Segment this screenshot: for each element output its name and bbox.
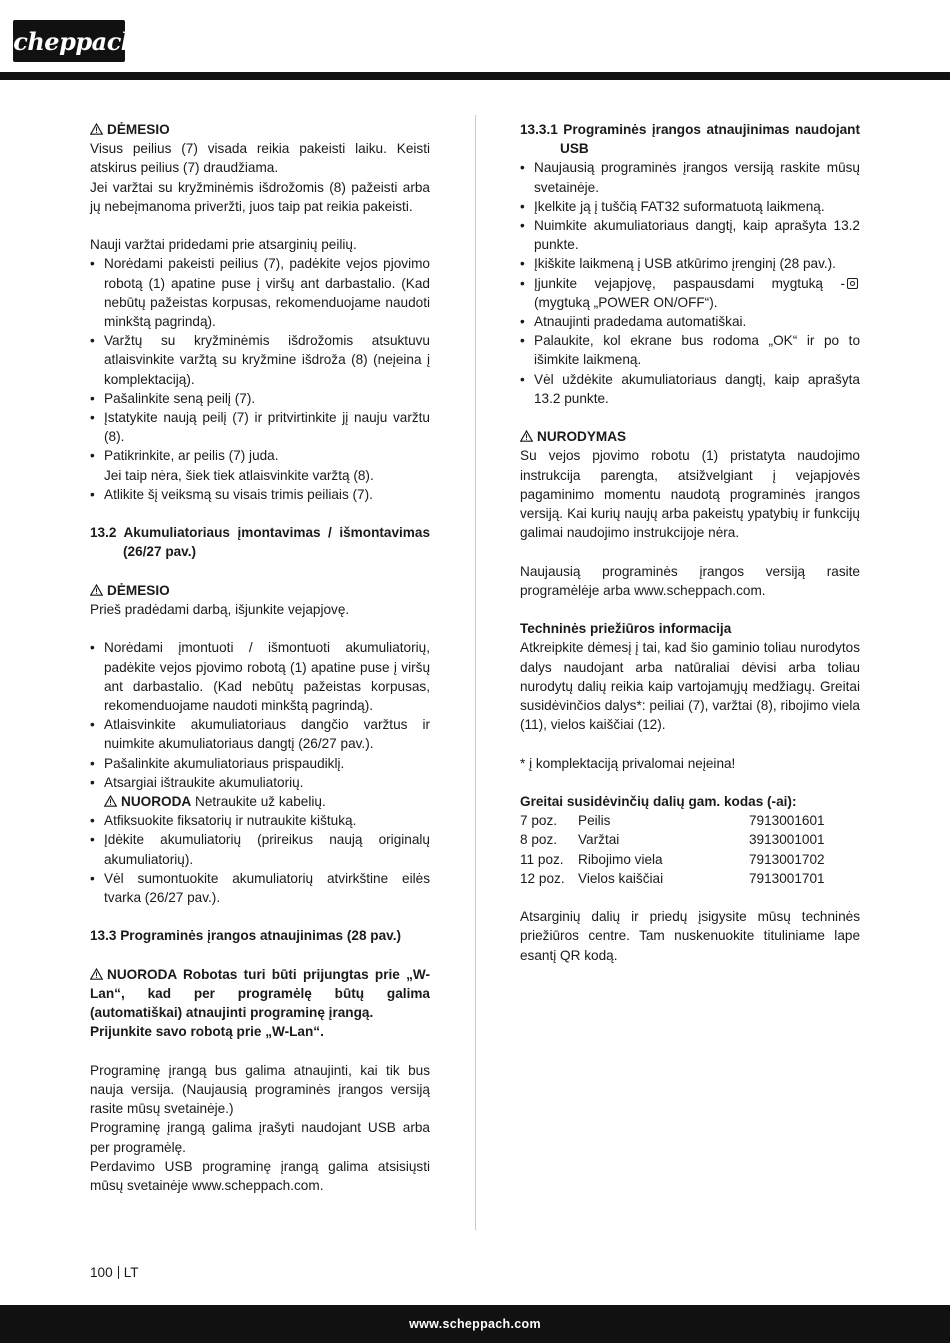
left-column bbox=[90, 120, 430, 1195]
warning-icon bbox=[520, 430, 533, 442]
warning-text: Prieš pradėdami darbą, išjunkite vejapjovę. bbox=[90, 602, 350, 618]
list-item: • Atsargiai ištraukite akumuliatorių. NUORODA Netraukite už kabelių. bbox=[90, 773, 430, 811]
list-item: • Įstatykite naują peilį (7) ir pritvirtinkite jį nauju varžtu (8). bbox=[90, 410, 430, 445]
list-item: • Palaukite, kol ekrane bus rodoma „OK“ ir po to išimkite laikmeną. bbox=[520, 333, 860, 368]
warning-icon bbox=[90, 123, 103, 135]
header-rule bbox=[0, 72, 950, 80]
list-item: • Patikrinkite, ar peilis (7) juda. Jei taip nėra, šiek tiek atlaisvinkite varžtą (8). bbox=[90, 448, 374, 483]
warning-icon bbox=[104, 795, 117, 807]
power-button-icon bbox=[847, 278, 858, 289]
page-number: 100 LT bbox=[90, 1265, 139, 1280]
warning-text: Visus peilius (7) visada reikia pakeisti laiku. Keisti atskirus peilius (7) draudžiama. bbox=[90, 141, 430, 176]
warning-heading: DĖMESIO bbox=[90, 120, 430, 139]
inline-note: NUORODA Netraukite už kabelių. bbox=[104, 792, 430, 811]
warning-icon bbox=[90, 584, 103, 596]
warning-text: Jei varžtai su kryžminėmis išdrožomis (8) pažeisti arba jų nebeįmanoma priveržti, juos taip pat reikia pakeisti. bbox=[90, 179, 430, 214]
list-item: • Įkelkite ją į tuščią FAT32 suformatuotą laikmeną. bbox=[520, 198, 825, 214]
list-item: • Vėl sumontuokite akumuliatorių atvirkštine eilės tvarka (26/27 pav.). bbox=[90, 870, 430, 906]
list-item: • Įkiškite laikmeną į USB atkūrimo įrenginį (28 pav.). bbox=[520, 256, 836, 272]
warning-heading: DĖMESIO bbox=[90, 581, 430, 600]
body-text: Naujausią programinės įrangos versiją rasite programėlėje arba www.scheppach.com. bbox=[520, 563, 860, 598]
list-item: • Įdėkite akumuliatorių (prireikus naują originalų akumuliatorių). bbox=[90, 832, 430, 867]
note-text: Su vejos pjovimo robotu (1) pristatyta naudojimo instrukcija parengta, atsižvelgiant į vejapjovės pagaminimo momentu naudotą programinės įrangos versiją. Kai kurių naujų arba pakeistų ypatybių ir funkcijų galimai naudojimo instrukcijoje nėra. bbox=[520, 448, 860, 541]
section-heading-13-3-1: 13.3.1 Programinės įrangos atnaujinimas naudojant USB bbox=[520, 122, 860, 157]
service-text: Atkreipkite dėmesį į tai, kad šio gaminio toliau nurodytos dalys naudojant arba natūraliai dėvisi arba toliau nurodytų dalių reikia kaip vartojamųjų medžiagų. Greitai susidėvinčios dalys*: peiliai (7), varžtai (8), ribojimo viela (11), vielos kaiščiai (12). bbox=[520, 640, 860, 733]
list-item: • Atlikite šį veiksmą su visais trimis peiliais (7). bbox=[90, 486, 373, 502]
list-item: • Pašalinkite seną peilį (7). bbox=[90, 390, 256, 406]
warning-icon bbox=[90, 968, 103, 980]
list-item: • Nuimkite akumuliatoriaus dangtį, kaip aprašyta 13.2 punkte. bbox=[520, 218, 860, 253]
intro-text: Nauji varžtai pridedami prie atsarginių peilių. bbox=[90, 237, 357, 253]
list-item: • Naujausią programinės įrangos versiją raskite mūsų svetainėje. bbox=[520, 160, 860, 195]
table-row: 7 poz. Peilis 7913001601 bbox=[520, 813, 825, 829]
parts-table bbox=[520, 811, 825, 888]
scheppach-logo: scheppach bbox=[13, 20, 125, 62]
note-heading: NURODYMAS bbox=[520, 427, 860, 446]
column-divider bbox=[475, 115, 476, 1230]
list-item: • Atfiksuokite fiksatorių ir nutraukite kištuką. bbox=[90, 813, 357, 829]
footnote: * į komplektaciją privalomai neįeina! bbox=[520, 755, 736, 771]
list-item: • Įjunkite vejapjovę, paspausdami mygtuką - (mygtuką „POWER ON/OFF“). bbox=[520, 274, 860, 312]
section-heading-13-2: 13.2 Akumuliatoriaus įmontavimas / išmontavimas (26/27 pav.) bbox=[90, 525, 430, 560]
body-text: Atsarginių dalių ir priedų įsigysite mūsų techninės priežiūros centre. Tam nuskenuokite tituliniame lape esantį QR kodą. bbox=[520, 909, 860, 963]
list-item: • Atnaujinti pradedama automatiškai. bbox=[520, 314, 747, 330]
table-row: 11 poz. Ribojimo viela 7913001702 bbox=[520, 851, 825, 867]
table-row: 12 poz. Vielos kaiščiai 7913001701 bbox=[520, 870, 825, 886]
right-column bbox=[520, 120, 860, 965]
note-text: Prijunkite savo robotą prie „W-Lan“. bbox=[90, 1024, 324, 1040]
list-item: • Norėdami pakeisti peilius (7), padėkite vejos pjovimo robotą (1) apatine puse į viršų ant darbastalio. (Kad nebūtų pažeistas korpusas, rekomenduojame naudoti minkštą pagrindą). bbox=[90, 256, 430, 330]
table-row: 8 poz. Varžtai 3913001001 bbox=[520, 832, 825, 848]
note-heading: NUORODA Robotas turi būti prijungtas prie „W-Lan“, kad per programėlę būtų galima (automatiškai) atnaujinti programinę įrangą. bbox=[90, 966, 430, 1021]
body-text: Programinę įrangą galima įrašyti naudojant USB arba per programėlę. bbox=[90, 1120, 430, 1155]
footer-url[interactable]: www.scheppach.com bbox=[409, 1317, 541, 1331]
list-item: • Norėdami įmontuoti / išmontuoti akumuliatorių, padėkite vejos pjovimo robotą (1) apatine puse į viršų ant darbastalio. (Kad nebūtų pažeistas korpusas, rekomenduojame naudoti minkštą pagrindą). bbox=[90, 640, 430, 714]
service-heading: Techninės priežiūros informacija bbox=[520, 621, 732, 637]
list-item: • Vėl uždėkite akumuliatoriaus dangtį, kaip aprašyta 13.2 punkte. bbox=[520, 371, 860, 406]
parts-heading: Greitai susidėvinčių dalių gam. kodas (-ai): bbox=[520, 794, 797, 810]
list-item: • Pašalinkite akumuliatoriaus prispaudiklį. bbox=[90, 755, 345, 771]
list-item: • Varžtų su kryžminėmis išdrožomis atsuktuvu atlaisvinkite varžtą su kryžmine išdroža (8) (neįeina į komplektaciją). bbox=[90, 333, 430, 387]
body-text: Perdavimo USB programinę įrangą galima atsisiųsti mūsų svetainėje www.scheppach.com. bbox=[90, 1158, 430, 1194]
blade-steps-list bbox=[90, 254, 430, 504]
body-text: Programinę įrangą bus galima atnaujinti, kai tik bus nauja versija. (Naujausią programinės įrangos versiją rasite mūsų svetainėje.) bbox=[90, 1062, 430, 1117]
list-item: • Atlaisvinkite akumuliatoriaus dangčio varžtus ir nuimkite akumuliatoriaus dangtį (26/27 pav.). bbox=[90, 717, 430, 752]
footer-bar bbox=[0, 1305, 950, 1343]
battery-steps-list bbox=[90, 638, 430, 907]
section-heading-13-3: 13.3 Programinės įrangos atnaujinimas (28 pav.) bbox=[90, 928, 402, 944]
usb-steps-list bbox=[520, 158, 860, 408]
